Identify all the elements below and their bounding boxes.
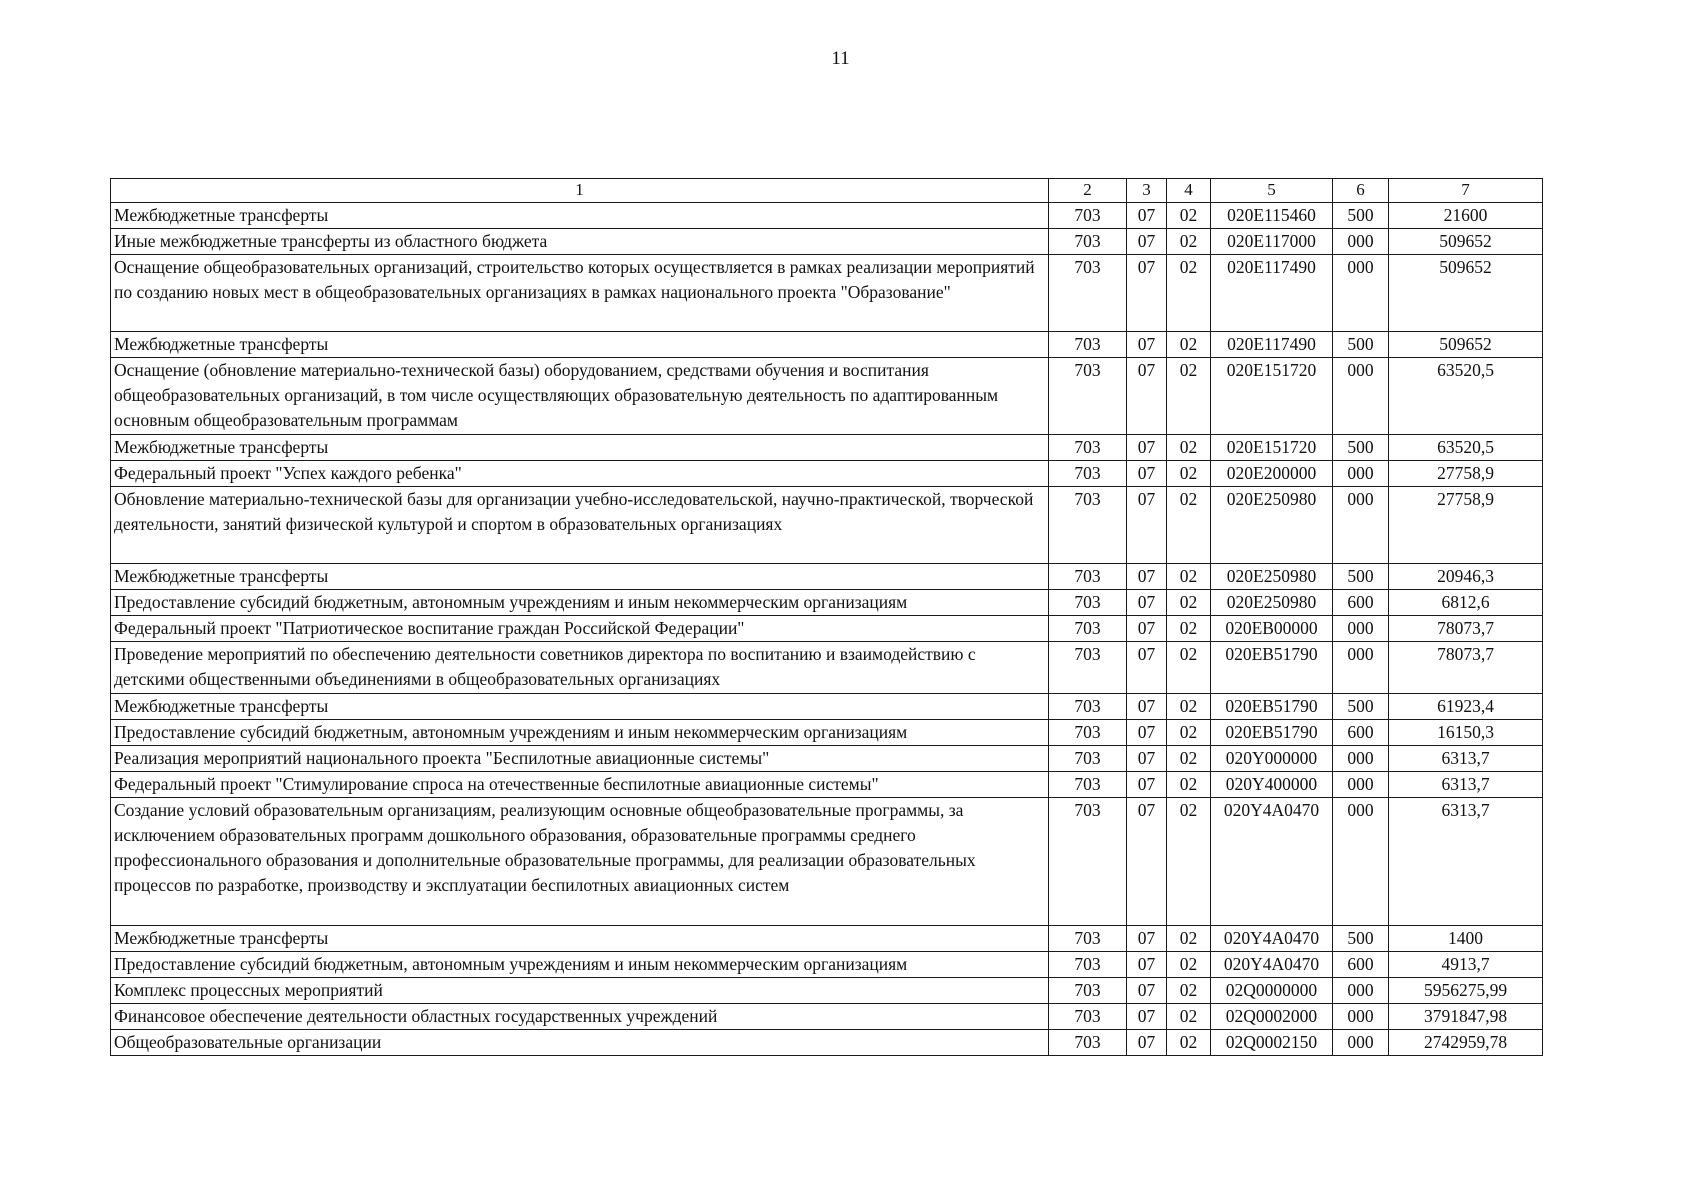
- table-row: [111, 642, 1543, 694]
- row-code-4-cell: 02: [1167, 978, 1211, 1004]
- row-code-6-cell: 000: [1333, 746, 1389, 772]
- row-code-4-cell: 02: [1167, 435, 1211, 461]
- row-code-6-cell: 000: [1333, 772, 1389, 798]
- row-code-6-cell: 000: [1333, 461, 1389, 487]
- row-code-5-cell: 020E115460: [1211, 203, 1333, 229]
- row-amount-cell: 4913,7: [1389, 952, 1543, 978]
- row-code-6-cell: 500: [1333, 332, 1389, 358]
- row-code-2-cell: 703: [1049, 798, 1127, 926]
- row-code-6-cell: 000: [1333, 616, 1389, 642]
- row-code-5-cell: 02Q0002150: [1211, 1030, 1333, 1056]
- row-code-4-cell: 02: [1167, 229, 1211, 255]
- row-name-cell: Комплекс процессных мероприятий: [111, 978, 1049, 1004]
- table-body: [111, 203, 1543, 1056]
- row-name-cell: Предоставление субсидий бюджетным, автономным учреждениям и иным некоммерческим организациям: [111, 590, 1049, 616]
- row-code-5-cell: 020Y4A0470: [1211, 952, 1333, 978]
- row-code-4-cell: 02: [1167, 694, 1211, 720]
- table-row: [111, 590, 1543, 616]
- row-code-5-cell: 020E117490: [1211, 332, 1333, 358]
- row-amount-cell: 16150,3: [1389, 720, 1543, 746]
- row-code-2-cell: 703: [1049, 229, 1127, 255]
- row-code-2-cell: 703: [1049, 1004, 1127, 1030]
- table-row: [111, 332, 1543, 358]
- row-amount-cell: 509652: [1389, 229, 1543, 255]
- row-code-4-cell: 02: [1167, 1004, 1211, 1030]
- row-name-cell: Предоставление субсидий бюджетным, автономным учреждениям и иным некоммерческим организациям: [111, 952, 1049, 978]
- row-code-2-cell: 703: [1049, 720, 1127, 746]
- row-code-4-cell: 02: [1167, 358, 1211, 435]
- row-name-cell: Оснащение общеобразовательных организаций, строительство которых осуществляется в рамках реализации мероприятий по созданию новых мест в общеобразовательных организациях в рамках национального проекта "Образование": [111, 255, 1049, 332]
- row-code-4-cell: 02: [1167, 332, 1211, 358]
- row-code-4-cell: 02: [1167, 590, 1211, 616]
- row-code-2-cell: 703: [1049, 461, 1127, 487]
- row-amount-cell: 27758,9: [1389, 461, 1543, 487]
- row-name-cell: Финансовое обеспечение деятельности областных государственных учреждений: [111, 1004, 1049, 1030]
- row-code-6-cell: 000: [1333, 978, 1389, 1004]
- row-code-5-cell: 020E250980: [1211, 564, 1333, 590]
- row-code-2-cell: 703: [1049, 358, 1127, 435]
- table-row: [111, 255, 1543, 332]
- table-row: [111, 694, 1543, 720]
- row-code-2-cell: 703: [1049, 564, 1127, 590]
- row-amount-cell: 509652: [1389, 255, 1543, 332]
- row-code-4-cell: 02: [1167, 1030, 1211, 1056]
- row-code-2-cell: 703: [1049, 642, 1127, 694]
- row-amount-cell: 63520,5: [1389, 358, 1543, 435]
- row-code-2-cell: 703: [1049, 332, 1127, 358]
- row-code-4-cell: 02: [1167, 720, 1211, 746]
- table-row: [111, 203, 1543, 229]
- row-code-4-cell: 02: [1167, 798, 1211, 926]
- row-amount-cell: 6812,6: [1389, 590, 1543, 616]
- row-amount-cell: 21600: [1389, 203, 1543, 229]
- row-code-3-cell: 07: [1127, 616, 1167, 642]
- row-code-5-cell: 020E250980: [1211, 487, 1333, 564]
- row-code-5-cell: 020E117490: [1211, 255, 1333, 332]
- row-amount-cell: 509652: [1389, 332, 1543, 358]
- row-name-cell: Обновление материально-технической базы для организации учебно-исследовательской, научно-практической, творческой деятельности, занятий физической культурой и спортом в образовательных организациях: [111, 487, 1049, 564]
- row-code-6-cell: 500: [1333, 203, 1389, 229]
- row-name-cell: Оснащение (обновление материально-технической базы) оборудованием, средствами обучения и воспитания общеобразовательных организаций, в том числе осуществляющих образовательную деятельность по адаптированным основным общеобразовательным программам: [111, 358, 1049, 435]
- row-code-3-cell: 07: [1127, 1004, 1167, 1030]
- row-code-6-cell: 600: [1333, 952, 1389, 978]
- row-code-2-cell: 703: [1049, 978, 1127, 1004]
- row-amount-cell: 6313,7: [1389, 746, 1543, 772]
- row-code-3-cell: 07: [1127, 798, 1167, 926]
- row-name-cell: Межбюджетные трансферты: [111, 332, 1049, 358]
- row-code-2-cell: 703: [1049, 694, 1127, 720]
- row-code-3-cell: 07: [1127, 461, 1167, 487]
- row-code-2-cell: 703: [1049, 590, 1127, 616]
- row-name-cell: Создание условий образовательным организациям, реализующим основные общеобразовательные программы, за исключением образовательных программ дошкольного образования, образовательные программы среднего профессионального образования и дополнительные образовательные программы, для реализации образовательных процессов по разработке, производству и эксплуатации беспилотных авиационных систем: [111, 798, 1049, 926]
- row-code-2-cell: 703: [1049, 435, 1127, 461]
- row-name-cell: Предоставление субсидий бюджетным, автономным учреждениям и иным некоммерческим организациям: [111, 720, 1049, 746]
- row-code-5-cell: 020Y400000: [1211, 772, 1333, 798]
- row-name-cell: Реализация мероприятий национального проекта "Беспилотные авиационные системы": [111, 746, 1049, 772]
- row-code-5-cell: 020Y000000: [1211, 746, 1333, 772]
- row-name-cell: Общеобразовательные организации: [111, 1030, 1049, 1056]
- row-amount-cell: 78073,7: [1389, 616, 1543, 642]
- row-code-6-cell: 000: [1333, 1030, 1389, 1056]
- page-number: 11: [831, 48, 850, 69]
- row-code-3-cell: 07: [1127, 642, 1167, 694]
- row-code-5-cell: 020EB00000: [1211, 616, 1333, 642]
- table-row: [111, 746, 1543, 772]
- row-amount-cell: 63520,5: [1389, 435, 1543, 461]
- row-code-6-cell: 500: [1333, 564, 1389, 590]
- row-code-6-cell: 000: [1333, 229, 1389, 255]
- table-row: [111, 487, 1543, 564]
- header-col-6: 6: [1333, 179, 1389, 203]
- header-col-2: 2: [1049, 179, 1127, 203]
- row-code-2-cell: 703: [1049, 255, 1127, 332]
- row-code-3-cell: 07: [1127, 590, 1167, 616]
- row-code-2-cell: 703: [1049, 203, 1127, 229]
- row-code-3-cell: 07: [1127, 203, 1167, 229]
- table-row: [111, 564, 1543, 590]
- row-code-3-cell: 07: [1127, 978, 1167, 1004]
- row-amount-cell: 78073,7: [1389, 642, 1543, 694]
- table-row: [111, 720, 1543, 746]
- row-amount-cell: 20946,3: [1389, 564, 1543, 590]
- row-name-cell: Межбюджетные трансферты: [111, 694, 1049, 720]
- row-code-6-cell: 600: [1333, 590, 1389, 616]
- row-code-5-cell: 020E200000: [1211, 461, 1333, 487]
- row-name-cell: Федеральный проект "Патриотическое воспитание граждан Российской Федерации": [111, 616, 1049, 642]
- row-code-5-cell: 02Q0000000: [1211, 978, 1333, 1004]
- row-code-6-cell: 500: [1333, 694, 1389, 720]
- table-row: [111, 772, 1543, 798]
- row-amount-cell: 6313,7: [1389, 772, 1543, 798]
- table-row: [111, 461, 1543, 487]
- row-amount-cell: 2742959,78: [1389, 1030, 1543, 1056]
- table-row: [111, 926, 1543, 952]
- table-row: [111, 358, 1543, 435]
- row-name-cell: Федеральный проект "Стимулирование спроса на отечественные беспилотные авиационные системы": [111, 772, 1049, 798]
- row-code-5-cell: 020E151720: [1211, 435, 1333, 461]
- row-code-2-cell: 703: [1049, 616, 1127, 642]
- row-code-6-cell: 000: [1333, 255, 1389, 332]
- row-code-5-cell: 020EB51790: [1211, 694, 1333, 720]
- row-code-5-cell: 020E250980: [1211, 590, 1333, 616]
- row-code-3-cell: 07: [1127, 255, 1167, 332]
- table-row: [111, 798, 1543, 926]
- row-name-cell: Межбюджетные трансферты: [111, 926, 1049, 952]
- row-amount-cell: 1400: [1389, 926, 1543, 952]
- row-code-6-cell: 000: [1333, 642, 1389, 694]
- table-row: [111, 435, 1543, 461]
- row-code-4-cell: 02: [1167, 746, 1211, 772]
- row-name-cell: Проведение мероприятий по обеспечению деятельности советников директора по воспитанию и взаимодействию с детскими общественными объединениями в общеобразовательных организациях: [111, 642, 1049, 694]
- row-code-2-cell: 703: [1049, 772, 1127, 798]
- row-code-5-cell: 020E151720: [1211, 358, 1333, 435]
- row-code-4-cell: 02: [1167, 616, 1211, 642]
- row-code-2-cell: 703: [1049, 1030, 1127, 1056]
- row-code-4-cell: 02: [1167, 642, 1211, 694]
- table-row: [111, 616, 1543, 642]
- row-name-cell: Межбюджетные трансферты: [111, 203, 1049, 229]
- row-code-6-cell: 500: [1333, 435, 1389, 461]
- row-code-5-cell: 020Y4A0470: [1211, 926, 1333, 952]
- header-col-3: 3: [1127, 179, 1167, 203]
- row-code-6-cell: 600: [1333, 720, 1389, 746]
- header-col-1: 1: [111, 179, 1049, 203]
- row-code-3-cell: 07: [1127, 720, 1167, 746]
- row-code-5-cell: 020EB51790: [1211, 642, 1333, 694]
- row-code-3-cell: 07: [1127, 564, 1167, 590]
- table-header-row: [111, 179, 1543, 203]
- row-amount-cell: 6313,7: [1389, 798, 1543, 926]
- row-code-3-cell: 07: [1127, 952, 1167, 978]
- row-code-5-cell: 020EB51790: [1211, 720, 1333, 746]
- row-code-5-cell: 020E117000: [1211, 229, 1333, 255]
- table-row: [111, 1030, 1543, 1056]
- row-code-6-cell: 000: [1333, 1004, 1389, 1030]
- row-code-3-cell: 07: [1127, 332, 1167, 358]
- header-col-5: 5: [1211, 179, 1333, 203]
- row-code-3-cell: 07: [1127, 229, 1167, 255]
- table-row: [111, 229, 1543, 255]
- table-row: [111, 952, 1543, 978]
- row-code-4-cell: 02: [1167, 564, 1211, 590]
- row-name-cell: Межбюджетные трансферты: [111, 564, 1049, 590]
- table-row: [111, 978, 1543, 1004]
- row-code-2-cell: 703: [1049, 746, 1127, 772]
- header-col-4: 4: [1167, 179, 1211, 203]
- row-amount-cell: 3791847,98: [1389, 1004, 1543, 1030]
- row-name-cell: Иные межбюджетные трансферты из областного бюджета: [111, 229, 1049, 255]
- row-code-3-cell: 07: [1127, 435, 1167, 461]
- row-code-3-cell: 07: [1127, 694, 1167, 720]
- row-code-6-cell: 000: [1333, 798, 1389, 926]
- row-name-cell: Межбюджетные трансферты: [111, 435, 1049, 461]
- row-code-5-cell: 02Q0002000: [1211, 1004, 1333, 1030]
- row-code-2-cell: 703: [1049, 926, 1127, 952]
- row-code-4-cell: 02: [1167, 461, 1211, 487]
- row-code-6-cell: 500: [1333, 926, 1389, 952]
- row-amount-cell: 61923,4: [1389, 694, 1543, 720]
- row-amount-cell: 27758,9: [1389, 487, 1543, 564]
- row-code-3-cell: 07: [1127, 1030, 1167, 1056]
- row-code-2-cell: 703: [1049, 487, 1127, 564]
- row-code-2-cell: 703: [1049, 952, 1127, 978]
- row-code-3-cell: 07: [1127, 926, 1167, 952]
- row-code-3-cell: 07: [1127, 746, 1167, 772]
- row-code-4-cell: 02: [1167, 772, 1211, 798]
- row-code-3-cell: 07: [1127, 487, 1167, 564]
- header-col-7: 7: [1389, 179, 1543, 203]
- budget-table: [110, 178, 1543, 1056]
- row-code-6-cell: 000: [1333, 358, 1389, 435]
- row-code-4-cell: 02: [1167, 255, 1211, 332]
- row-name-cell: Федеральный проект "Успех каждого ребенка": [111, 461, 1049, 487]
- row-code-4-cell: 02: [1167, 926, 1211, 952]
- table-row: [111, 1004, 1543, 1030]
- row-amount-cell: 5956275,99: [1389, 978, 1543, 1004]
- row-code-6-cell: 000: [1333, 487, 1389, 564]
- row-code-4-cell: 02: [1167, 203, 1211, 229]
- row-code-3-cell: 07: [1127, 358, 1167, 435]
- row-code-4-cell: 02: [1167, 487, 1211, 564]
- row-code-5-cell: 020Y4A0470: [1211, 798, 1333, 926]
- row-code-3-cell: 07: [1127, 772, 1167, 798]
- row-code-4-cell: 02: [1167, 952, 1211, 978]
